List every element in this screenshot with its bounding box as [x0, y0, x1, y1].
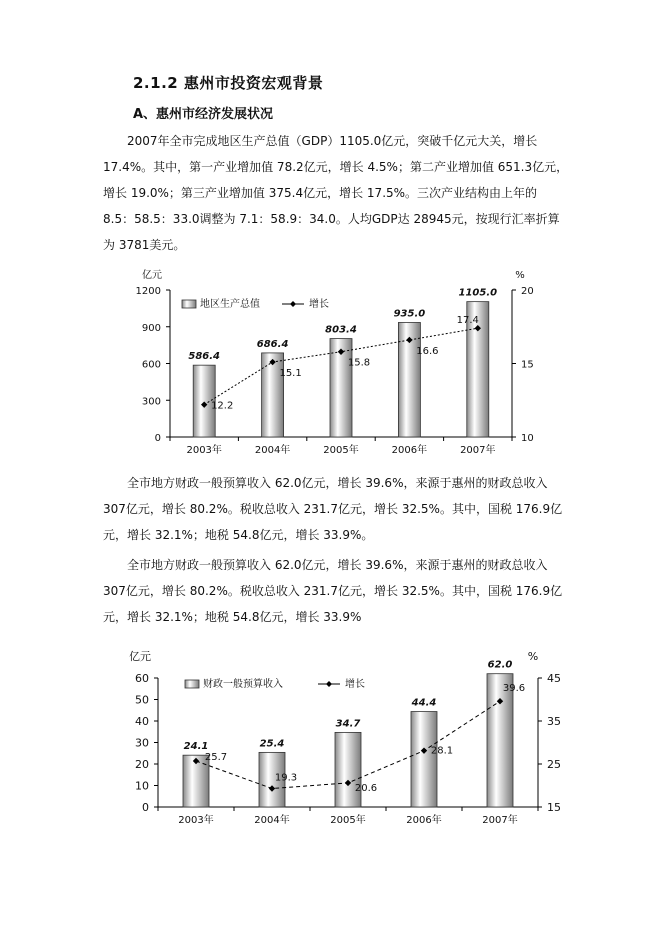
legend-line-label: 增长	[345, 679, 365, 690]
bar-value-label: 62.0	[487, 659, 513, 671]
paragraph-line: 全市地方财政一般预算收入 62.0亿元，增长 39.6%，来源于惠州的财政总收入	[127, 476, 548, 490]
y-tick-label: 10	[135, 779, 149, 793]
y-right-tick-label: 20	[521, 286, 534, 297]
x-tick-label: 2005年	[330, 815, 366, 826]
x-tick-label: 2006年	[406, 815, 442, 826]
paragraph-finance	[103, 470, 603, 548]
y-tick-label: 300	[141, 396, 161, 408]
x-tick-label: 2007年	[460, 445, 496, 456]
x-tick-label: 2004年	[254, 445, 291, 456]
bar	[335, 732, 361, 807]
fiscal-revenue-chart	[110, 642, 570, 842]
x-tick-label: 2005年	[323, 445, 359, 456]
legend-bar-label: 地区生产总值	[200, 299, 260, 310]
bar-value-label: 34.7	[335, 718, 361, 730]
y-tick-label: 20	[135, 758, 149, 771]
paragraph-line: 307亿元，增长 80.2%。税收总收入 231.7亿元，增长 32.5%。其中，国税 176.9亿	[103, 502, 563, 516]
y-tick-label: 1200	[135, 286, 161, 297]
bar-value-label: 1105.0	[458, 287, 498, 299]
y-right-axis-unit: %	[527, 650, 539, 663]
growth-value-label: 28.1	[430, 745, 454, 757]
bar-value-label: 586.4	[188, 351, 221, 363]
section-heading: 2.1.2 惠州市投资宏观背景	[133, 74, 324, 92]
y-tick-label: 60	[135, 672, 149, 685]
y-right-tick-label: 10	[521, 433, 534, 444]
paragraph-line: 8.5：58.5：33.0调整为 7.1：58.9：34.0。人均GDP达 28945元，按现行汇率折算	[103, 212, 560, 226]
paragraph-finance-repeat	[103, 552, 603, 630]
x-tick-label: 2003年	[186, 445, 222, 456]
growth-value-label: 17.4	[456, 315, 479, 327]
y-axis-unit: 亿元	[142, 270, 162, 281]
y-right-tick-label: 25	[547, 758, 561, 771]
y-tick-label: 50	[135, 693, 149, 707]
legend-bar-label: 财政一般预算收入	[203, 679, 283, 690]
x-tick-label: 2006年	[391, 445, 428, 456]
bar-value-label: 686.4	[256, 338, 289, 350]
paragraph-gdp	[103, 128, 603, 258]
y-tick-label: 30	[135, 736, 149, 750]
paragraph-line: 元，增长 32.1%；地税 54.8亿元，增长 33.9%	[103, 610, 362, 624]
bar-value-label: 44.4	[411, 697, 437, 709]
y-right-tick-label: 15	[547, 801, 561, 814]
paragraph-line: 17.4%。其中，第一产业增加值 78.2亿元，增长 4.5%；第二产业增加值 651.3亿元，	[103, 160, 569, 174]
x-tick-label: 2003年	[178, 815, 214, 826]
legend-line-label: 增长	[309, 299, 329, 310]
paragraph-line: 307亿元，增长 80.2%。税收总收入 231.7亿元，增长 32.5%。其中，国税 176.9亿	[103, 584, 563, 598]
legend-bar-swatch	[182, 300, 196, 308]
y-tick-label: 600	[141, 359, 161, 371]
x-tick-label: 2004年	[254, 815, 290, 826]
y-tick-label: 900	[141, 322, 161, 334]
growth-value-label: 16.6	[416, 345, 439, 357]
bar-value-label: 935.0	[393, 308, 426, 320]
y-right-tick-label: 35	[547, 715, 561, 728]
legend-line-marker	[290, 301, 296, 307]
growth-value-label: 39.6	[502, 683, 526, 695]
legend-bar-swatch	[185, 680, 199, 688]
growth-value-label: 19.3	[274, 772, 298, 784]
y-right-tick-label: 45	[547, 672, 561, 685]
bar-value-label: 25.4	[259, 738, 285, 750]
bar	[411, 712, 437, 807]
growth-value-label: 25.7	[204, 751, 228, 763]
paragraph-line: 全市地方财政一般预算收入 62.0亿元，增长 39.6%，来源于惠州的财政总收入	[127, 558, 548, 572]
y-right-tick-label: 15	[521, 359, 534, 371]
paragraph-line: 为 3781美元。	[103, 238, 186, 252]
paragraph-line: 2007年全市完成地区生产总值（GDP）1105.0亿元，突破千亿元大关，增长	[127, 134, 538, 148]
bar	[262, 353, 284, 437]
legend-line-marker	[326, 681, 332, 687]
growth-value-label: 15.8	[347, 357, 371, 369]
paragraph-line: 增长 19.0%；第三产业增加值 375.4亿元，增长 17.5%。三次产业结构由上年的	[103, 186, 538, 200]
paragraph-line: 元，增长 32.1%；地税 54.8亿元，增长 33.9%。	[103, 528, 374, 542]
y-right-axis-unit: %	[515, 270, 525, 281]
bar-value-label: 803.4	[325, 324, 357, 336]
growth-value-label: 12.2	[211, 400, 234, 412]
section-subheading: A、惠州市经济发展状况	[133, 107, 274, 122]
bar-value-label: 24.1	[183, 741, 209, 753]
y-axis-unit: 亿元	[129, 650, 151, 663]
growth-value-label: 20.6	[354, 782, 378, 794]
y-tick-label: 40	[135, 715, 149, 728]
growth-value-label: 15.1	[279, 368, 302, 380]
x-tick-label: 2007年	[482, 815, 518, 826]
gdp-chart	[110, 262, 570, 462]
y-tick-label: 0	[154, 433, 161, 444]
y-tick-label: 0	[142, 801, 149, 814]
